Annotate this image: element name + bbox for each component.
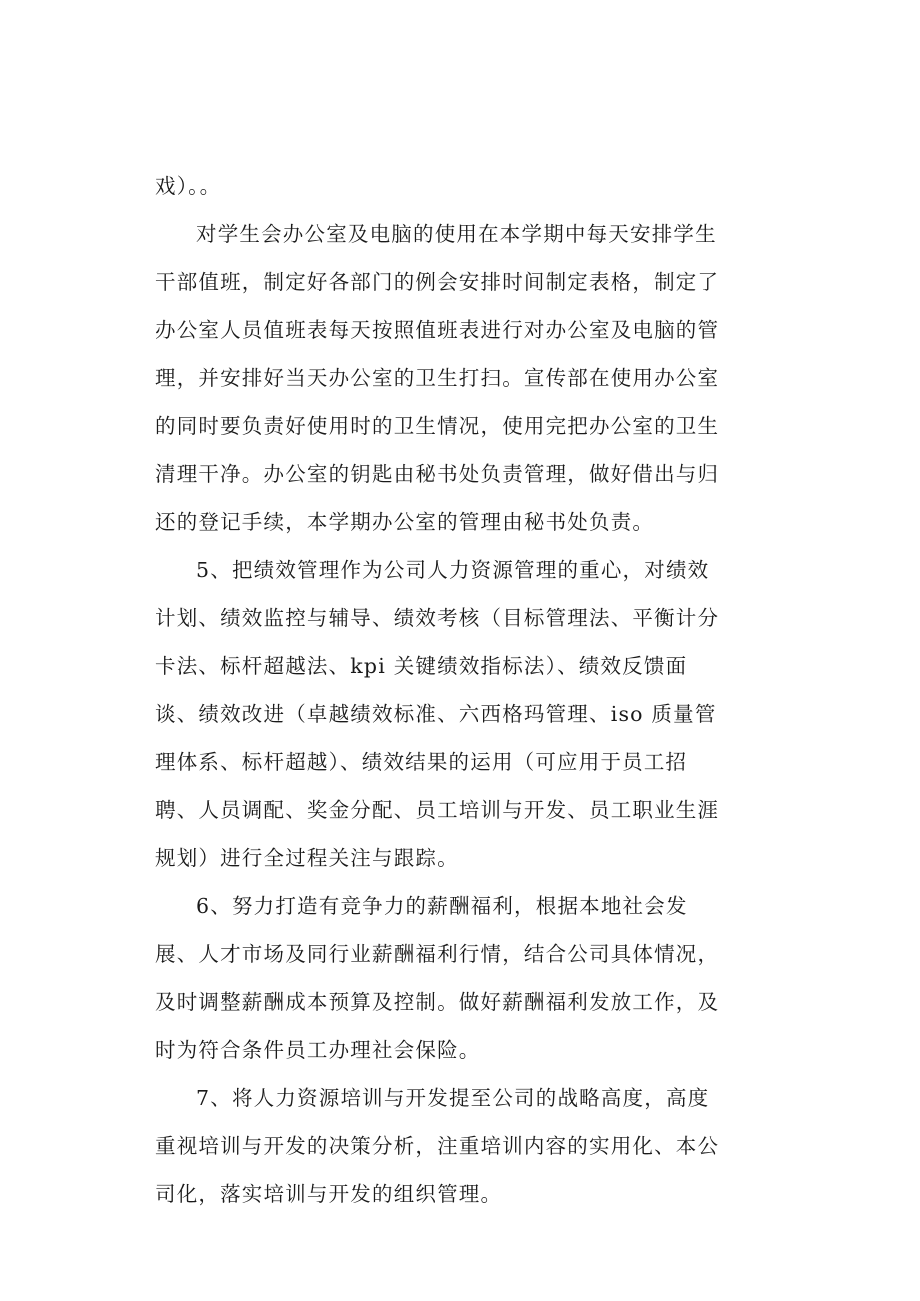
paragraph-3-line-3: 时为符合条件员工办理社会保险。 [155,1038,481,1062]
paragraph-1-line-2: 办公室人员值班表每天按照值班表进行对办公室及电脑的管 [155,318,720,342]
paragraph-2-line-4: 理体系、标杆超越）、绩效结果的运用（可应用于员工招 [155,750,688,774]
paragraph-2-line-5: 聘、人员调配、奖金分配、员工培训与开发、员工职业生涯 [155,798,720,822]
paragraph-1-line-0: 对学生会办公室及电脑的使用在本学期中每天安排学生 [196,222,717,246]
paragraph-4-line-0: 7、将人力资源培训与开发提至公司的战略高度，高度 [196,1086,710,1110]
paragraph-1-line-1: 干部值班，制定好各部门的例会安排时间制定表格，制定了 [155,270,720,294]
paragraph-2-line-1: 计划、绩效监控与辅导、绩效考核（目标管理法、平衡计分 [155,606,720,630]
paragraph-3-line-1: 展、人才市场及同行业薪酬福利行情，结合公司具体情况， [155,942,720,966]
paragraph-4-line-2: 司化，落实培训与开发的组织管理。 [155,1182,503,1206]
paragraph-4-line-1: 重视培训与开发的决策分析，注重培训内容的实用化、本公 [155,1134,720,1158]
paragraph-2-line-2: 卡法、标杆超越法、kpi 关键绩效指标法）、绩效反馈面 [155,654,688,678]
paragraph-2-line-3: 谈、绩效改进（卓越绩效标准、六西格玛管理、iso 质量管 [155,702,717,726]
paragraph-1-line-4: 的同时要负责好使用时的卫生情况，使用完把办公室的卫生 [155,414,720,438]
paragraph-1-line-3: 理，并安排好当天办公室的卫生打扫。宣传部在使用办公室 [155,366,720,390]
paragraph-3-line-2: 及时调整薪酬成本预算及控制。做好薪酬福利发放工作，及 [155,990,720,1014]
paragraph-0-line-0: 戏）。。 [155,174,222,198]
paragraph-2-line-6: 规划）进行全过程关注与跟踪。 [155,846,459,870]
paragraph-2-line-0: 5、把绩效管理作为公司人力资源管理的重心，对绩效 [196,558,710,582]
paragraph-1-line-6: 还的登记手续，本学期办公室的管理由秘书处负责。 [155,510,655,534]
paragraph-3-line-0: 6、努力打造有竞争力的薪酬福利，根据本地社会发 [196,894,688,918]
paragraph-1-line-5: 清理干净。办公室的钥匙由秘书处负责管理，做好借出与归 [155,462,720,486]
